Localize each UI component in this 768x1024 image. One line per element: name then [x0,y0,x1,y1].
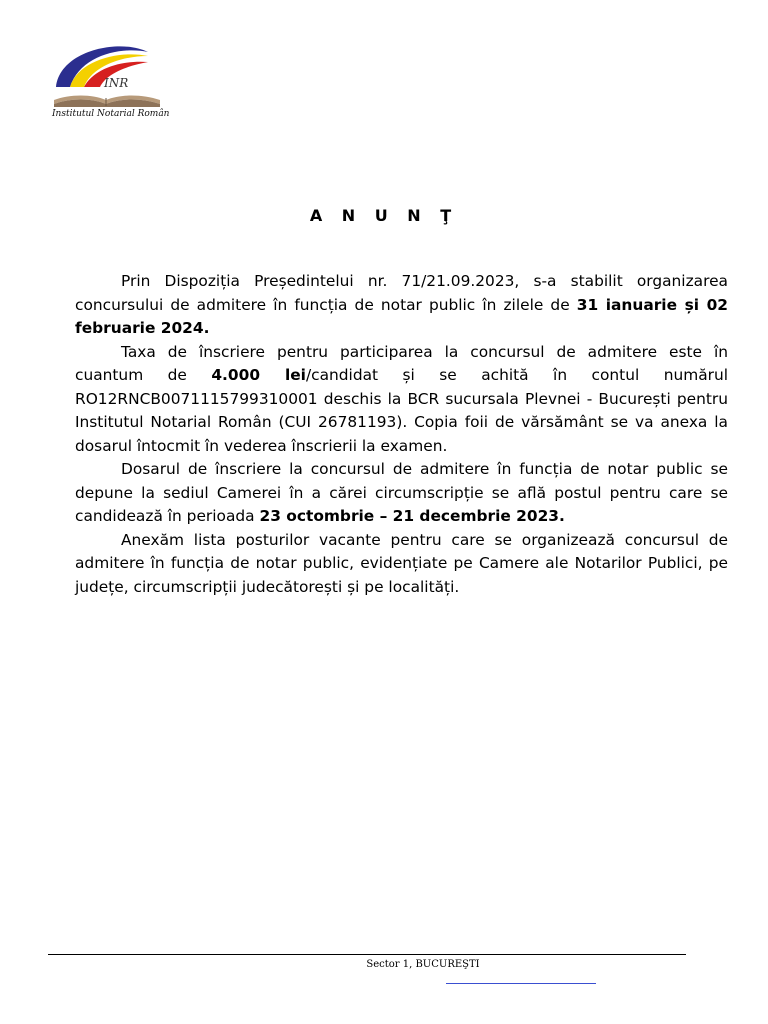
text: Prin Dispoziția Președintelui nr. 71/21.09.2023, s-a stabilit organizarea concursului de admitere în funcția de notar public în zilele de [75,272,728,314]
footer-divider [48,954,686,955]
text: Dosarul de înscriere la concursul de admitere în funcția de notar public se depune la sediul Camerei în a cărei circumscripție se află postul pentru care se candidează în perioada [75,460,728,525]
paragraph-4 [75,529,728,600]
paragraph-2 [75,341,728,459]
bold-text: 4.000 lei [211,366,306,384]
text: /candidat și se achită în contul numărul RO12RNCB0071115799310001 deschis la BCR sucursala Plevnei - București pentru Institutul Notarial Român (CUI 26781193). Copia foii de vărsământ se va anexa la dosarul întocmit în vederea înscrierii la examen. [75,366,728,455]
announcement-body [75,270,728,599]
text: Taxa de înscriere pentru participarea la concursul de admitere este în cuantum de [75,342,728,384]
logo-institution-name: Institutul Notarial Român [52,109,170,119]
paragraph-3 [75,458,728,529]
inr-logo [50,40,170,122]
bold-text: 31 ianuarie și 02 februarie 2024. [75,295,728,337]
logo-abbreviation: INR [104,76,129,90]
text: Anexăm lista posturilor vacante pentru care se organizează concursul de admitere în funcția de notar public, evidențiate pe Camere ale Notarilor Publici, pe județe, circumscripții judecătorești și pe localități. [75,530,728,596]
footer-address: Sector 1, BUCUREŞTI [366,959,480,970]
document-title: A N U N Ţ [309,206,459,225]
paragraph-1 [75,270,728,341]
bold-text: 23 octombrie – 21 decembrie 2023. [259,507,565,525]
footer-link-underline[interactable] [446,983,596,984]
